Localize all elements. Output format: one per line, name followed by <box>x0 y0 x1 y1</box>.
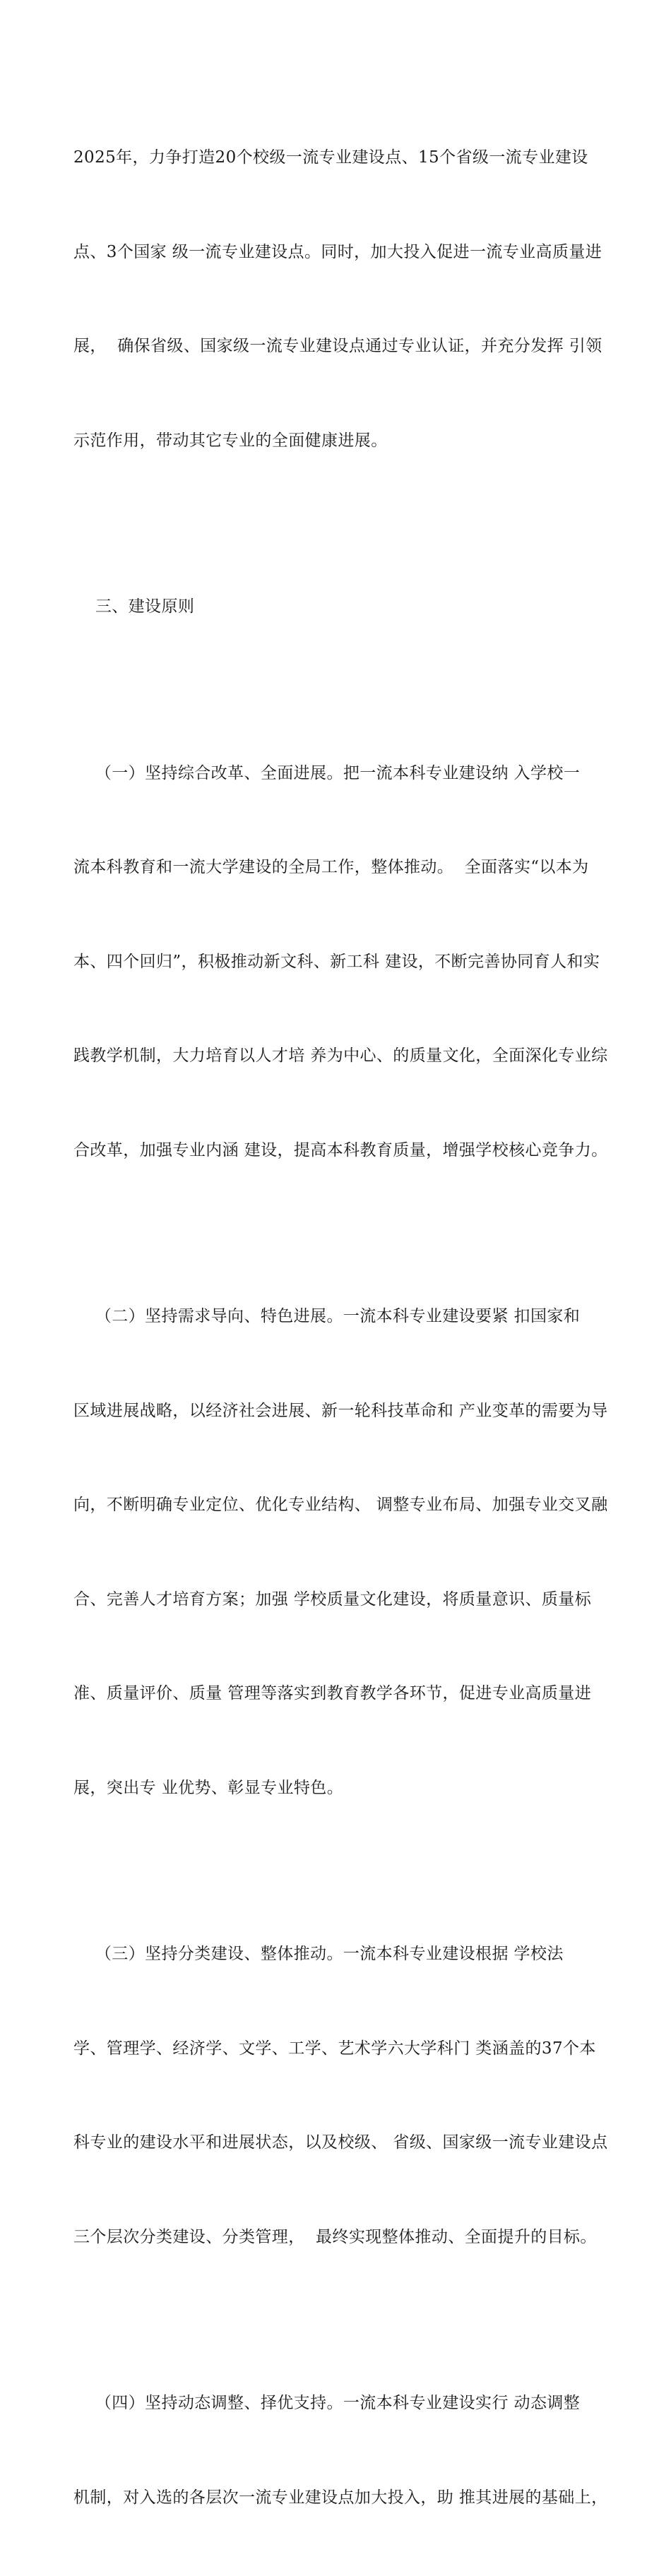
text-line: 区域进展战略，以经济社会进展、新一轮科技革命和 产业变革的需要为导 <box>73 1401 608 1420</box>
text-line: 点、3个国家 级一流专业建设点。同时，加大投入促进一流专业高质量进 <box>73 242 602 261</box>
paragraph-gap <box>73 519 614 528</box>
text-line: （三）坚持分类建设、整体推动。一流本科专业建设根据 学校法 <box>73 1945 564 1963</box>
text-line: 三个层次分类建设、分类管理， 最终实现整体推动、全面提升的目标。 <box>73 2227 597 2246</box>
text-line: 科专业的建设水平和进展状态，以及校级、 省级、国家级一流专业建设点 <box>73 2133 608 2152</box>
paragraph-goals <box>73 79 614 519</box>
text-line: 合、完善人才培育方案；加强 学校质量文化建设，将质量意识、质量标 <box>73 1590 592 1609</box>
heading-line: 三、建设原则 <box>73 597 195 616</box>
text-line: 合改革，加强专业内涵 建设，提高本科教育质量，增强学校核心竞争力。 <box>73 1140 608 1159</box>
paragraph-principle-2 <box>73 1238 614 1866</box>
text-line: 展，突出专 业优势、彰显专业特色。 <box>73 1778 344 1797</box>
paragraph-gap <box>73 2315 614 2325</box>
text-line: （四）坚持动态调整、择优支持。一流本科专业建设实行 动态调整 <box>73 2394 581 2412</box>
text-line: （二）坚持需求导向、特色进展。一流本科专业建设要紧 扣国家和 <box>73 1307 581 1325</box>
text-line: 机制，对入选的各层次一流专业建设点加大投入，助 推其进展的基础上， <box>73 2488 608 2507</box>
paragraph-principle-4 <box>73 2325 614 2576</box>
text-line: 准、质量评价、质量 管理等落实到教育教学各环节，促进专业高质量进 <box>73 1684 592 1703</box>
paragraph-principle-1 <box>73 695 614 1229</box>
text-line: 本、四个回归”，积极推动新文科、新工科 建设，不断完善协同育人和实 <box>73 952 600 971</box>
text-line: 学、管理学、经济学、文学、工学、艺术学六大学科门 类涵盖的37个本 <box>73 2039 596 2058</box>
paragraph-gap <box>73 1866 614 1876</box>
text-line: 2025年，力争打造20个校级一流专业建设点、15个省级一流专业建设 <box>73 148 588 167</box>
text-line: 展， 确保省级、国家级一流专业建设点通过专业认证，并充分发挥 引领 <box>73 337 602 355</box>
text-line: 流本科教育和一流大学建设的全局工作，整体推动。 全面落实“以本为 <box>73 858 589 876</box>
text-line: 示范作用，带动其它专业的全面健康进展。 <box>73 431 388 450</box>
text-line: （一）坚持综合改革、全面进展。把一流本科专业建设纳 入学校一 <box>73 763 581 782</box>
document-body <box>73 79 614 2576</box>
text-line: 践教学机制，大力培育以人才培 养为中心、的质量文化，全面深化专业综 <box>73 1046 608 1065</box>
section-heading <box>73 528 614 686</box>
text-line: 向，不断明确专业定位、优化专业结构、 调整专业布局、加强专业交叉融 <box>73 1496 608 1514</box>
paragraph-principle-3 <box>73 1876 614 2315</box>
paragraph-gap <box>73 1229 614 1238</box>
paragraph-gap <box>73 686 614 695</box>
